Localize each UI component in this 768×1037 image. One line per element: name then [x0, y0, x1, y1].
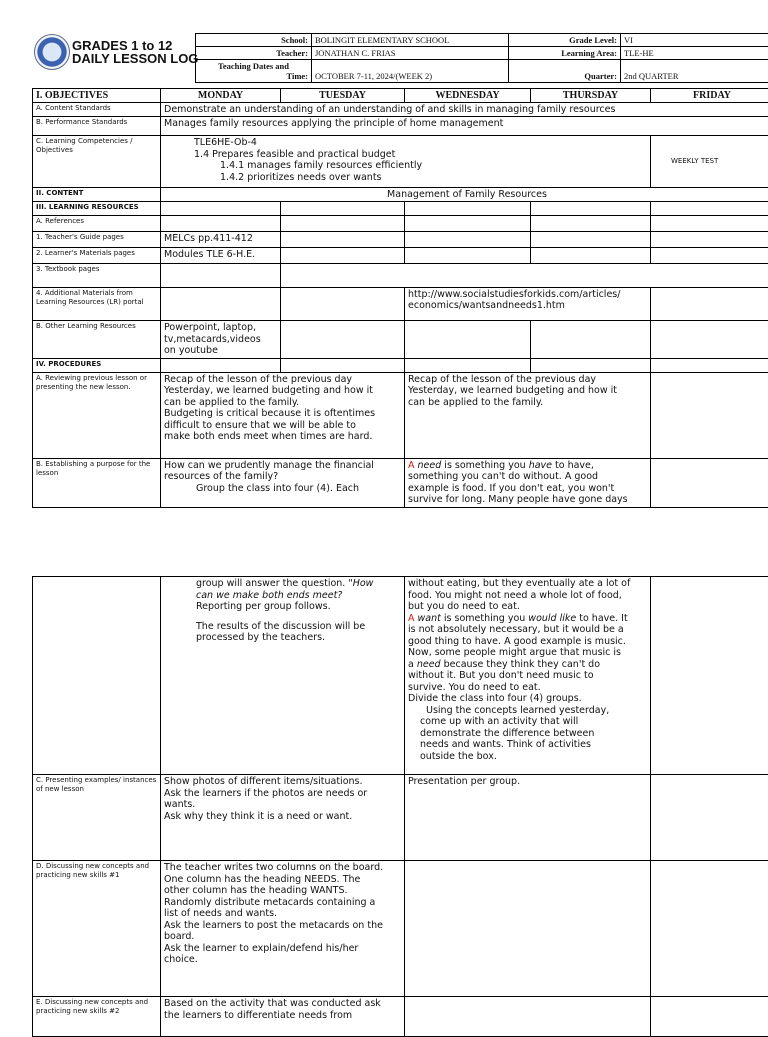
cell: [651, 458, 768, 507]
quarter-value: 2nd QUARTER: [621, 60, 768, 83]
procedure-a-label: A. Reviewing previous lesson or presenting the new lesson.: [33, 372, 161, 458]
text-line: The teacher writes two columns on the board.: [164, 862, 401, 874]
deped-seal-logo: [34, 34, 70, 70]
competency-1: 1.4 Prepares feasible and practical budget: [164, 149, 647, 161]
red-a: A: [408, 613, 415, 624]
other-resources-line: tv,metacards,videos: [164, 334, 277, 346]
cell: [405, 861, 651, 997]
dates-label: [196, 60, 312, 83]
text: because they think they can't do: [441, 659, 600, 670]
text-line: Ask why they think it is a need or want.: [164, 811, 401, 823]
question-text: How: [353, 578, 374, 589]
text-line: choice.: [164, 954, 401, 966]
text-line: Now, some people might argue that music is: [408, 647, 647, 659]
text-line: food. You might not need a whole lot of food,: [408, 590, 647, 602]
cell: [405, 232, 531, 248]
other-resources-line: on youtube: [164, 345, 277, 357]
learning-area-value: TLE-HE: [621, 47, 768, 60]
cell: [281, 264, 768, 288]
other-resources-label: B. Other Learning Resources: [33, 321, 161, 359]
text-line: but you do need to eat.: [408, 601, 647, 613]
procedure-d-label: D. Discussing new concepts and practicing new skills #1: [33, 861, 161, 997]
content-section-label: II. CONTENT: [33, 188, 161, 202]
text-line: example is food. If you don't eat, you won't: [408, 483, 647, 495]
text-line: Based on the activity that was conducted ask: [164, 998, 401, 1010]
procedure-b-wednesday-continued: [405, 577, 651, 775]
learning-competencies-label: C. Learning Competencies / Objectives: [33, 136, 161, 188]
question-text: can we make both ends meet?: [196, 590, 342, 601]
text: is something you: [441, 460, 528, 471]
cell: [281, 288, 405, 321]
cell: [651, 202, 768, 216]
text-line: survive. You do need to eat.: [408, 682, 647, 694]
text-line: resources of the family?: [164, 471, 401, 483]
cell: [281, 321, 405, 359]
cell: [651, 861, 768, 997]
cell: [651, 232, 768, 248]
cell: [531, 216, 651, 232]
cell: [531, 232, 651, 248]
red-a: A: [408, 460, 415, 471]
other-resources-line: Powerpoint, laptop,: [164, 322, 277, 334]
references-label: A. References: [33, 216, 161, 232]
text-line: something you can't do without. A good: [408, 471, 647, 483]
text-line: survive for long. Many people have gone days: [408, 494, 647, 506]
cell: [161, 358, 281, 372]
additional-materials-label: 4. Additional Materials from Learning Resources (LR) portal: [33, 288, 161, 321]
dates-value: OCTOBER 7-11, 2024/(WEEK 2): [312, 60, 509, 83]
objectives-heading: I. OBJECTIVES: [33, 89, 161, 103]
procedure-c-monday: [161, 775, 405, 861]
cell: [651, 321, 768, 359]
content-standards-label: A. Content Standards: [33, 103, 161, 117]
cell: [161, 216, 281, 232]
cell: [161, 288, 281, 321]
grade-value: VI: [621, 34, 768, 47]
text-line: can be applied to the family.: [164, 397, 401, 409]
quarter-label: Quarter:: [509, 60, 621, 83]
cell: [281, 232, 405, 248]
cell: [405, 248, 531, 264]
procedure-e-label: E. Discussing new concepts and practicing new skills #2: [33, 997, 161, 1037]
text-line: outside the box.: [408, 751, 647, 763]
cell: [651, 288, 768, 321]
text-line: One column has the heading NEEDS. The: [164, 874, 401, 886]
text-line: processed by the teachers.: [164, 632, 401, 644]
would-like-word: would like: [528, 613, 576, 624]
dll-title-line1: GRADES 1 to 12: [72, 38, 172, 53]
text-line: can be applied to the family.: [408, 397, 647, 409]
procedure-b-label: B. Establishing a purpose for the lesson: [33, 458, 161, 507]
text-line: without eating, but they eventually ate a lot of: [408, 578, 647, 590]
text-line: [408, 613, 647, 625]
cell: [405, 358, 531, 372]
text-line: Group the class into four (4). Each: [164, 483, 401, 495]
teacher-value: JONATHAN C. FRIAS: [312, 47, 509, 60]
text-line: Randomly distribute metacards containing a: [164, 897, 401, 909]
procedure-b-monday: [161, 458, 405, 507]
learning-competencies-value: [161, 136, 651, 188]
teachers-guide-value: MELCs pp.411-412: [161, 232, 281, 248]
content-standards-value: Demonstrate an understanding of an understanding of and skills in managing family resources: [161, 103, 768, 117]
text-line: the learners to differentiate needs from: [164, 1010, 401, 1022]
learning-area-label: Learning Area:: [509, 47, 621, 60]
lesson-log-table: [32, 88, 768, 508]
cell: [651, 248, 768, 264]
text: to have. It: [576, 613, 627, 624]
text: group will answer the question. ": [196, 578, 353, 589]
textbook-pages-label: 3. Textbook pages: [33, 264, 161, 288]
text-line: The results of the discussion will be: [164, 621, 401, 633]
text-line: [408, 659, 647, 671]
cell: [531, 358, 651, 372]
cell: [405, 216, 531, 232]
competency-code: TLE6HE-Ob-4: [164, 137, 647, 149]
procedure-a-wednesday: [405, 372, 651, 458]
text-line: Divide the class into four (4) groups.: [408, 693, 647, 705]
text-line: Yesterday, we learned budgeting and how it: [164, 385, 401, 397]
other-resources-value: [161, 321, 281, 359]
text-line: Ask the learner to explain/defend his/her: [164, 943, 401, 955]
cell: [651, 577, 768, 775]
content-section-value: Management of Family Resources: [161, 188, 768, 202]
text-line: Recap of the lesson of the previous day: [164, 374, 401, 386]
school-label: School:: [196, 34, 312, 47]
cell: [651, 775, 768, 861]
procedure-c-wednesday: Presentation per group.: [405, 775, 651, 861]
cell: [161, 202, 281, 216]
text-line: Ask the learners if the photos are needs or: [164, 788, 401, 800]
text-line: Using the concepts learned yesterday,: [408, 705, 647, 717]
monday-heading: MONDAY: [161, 89, 281, 103]
additional-materials-link[interactable]: http://www.socialstudiesforkids.com/articles/ economics/wantsandneeds1.htm: [405, 288, 651, 321]
want-word: want: [418, 613, 441, 624]
text-line: Yesterday, we learned budgeting and how it: [408, 385, 647, 397]
text-line: difficult to ensure that we will be able to: [164, 420, 401, 432]
grade-label: Grade Level:: [509, 34, 621, 47]
performance-standards-value: Manages family resources applying the principle of home management: [161, 117, 768, 136]
dll-title-line2: DAILY LESSON LOG: [72, 51, 198, 66]
text-line: Show photos of different items/situations.: [164, 776, 401, 788]
competency-2: 1.4.1 manages family resources efficiently: [164, 160, 647, 172]
cell: [281, 216, 405, 232]
cell: [651, 372, 768, 458]
text-line: [164, 578, 401, 590]
need-word: need: [417, 659, 441, 670]
cell: [651, 216, 768, 232]
teacher-label: Teacher:: [196, 47, 312, 60]
header-info-table: [195, 33, 768, 83]
procedure-a-monday: [161, 372, 405, 458]
text-line: is not absolutely necessary, but it would be a: [408, 624, 647, 636]
cell: [405, 321, 531, 359]
cell: [33, 577, 161, 775]
procedures-label: IV. PROCEDURES: [33, 358, 161, 372]
text: a: [408, 659, 417, 670]
lesson-log-table-continued: [32, 576, 768, 1037]
text-line: Reporting per group follows.: [164, 601, 401, 613]
text: is something you: [441, 613, 528, 624]
cell: [161, 264, 281, 288]
text-line: How can we prudently manage the financial: [164, 460, 401, 472]
cell: [531, 248, 651, 264]
text-line: Budgeting is critical because it is oftentimes: [164, 408, 401, 420]
cell: [405, 997, 651, 1037]
text-line: good thing to have. A good example is music.: [408, 636, 647, 648]
teachers-guide-label: 1. Teacher's Guide pages: [33, 232, 161, 248]
procedure-c-label: C. Presenting examples/ instances of new lesson: [33, 775, 161, 861]
have-word: have: [529, 460, 552, 471]
text-line: Recap of the lesson of the previous day: [408, 374, 647, 386]
procedure-e-monday: [161, 997, 405, 1037]
text-line: demonstrate the difference between: [408, 728, 647, 740]
text-line: make both ends meet when times are hard.: [164, 431, 401, 443]
text-line: [164, 590, 401, 602]
cell: [531, 202, 651, 216]
cell: [651, 358, 768, 372]
dates-label-line2: Time:: [199, 71, 308, 81]
tuesday-heading: TUESDAY: [281, 89, 405, 103]
procedure-d-monday: [161, 861, 405, 997]
learning-resources-label: III. LEARNING RESOURCES: [33, 202, 161, 216]
text-line: list of needs and wants.: [164, 908, 401, 920]
text-line: other column has the heading WANTS.: [164, 885, 401, 897]
text-line: Ask the learners to post the metacards on the: [164, 920, 401, 932]
competency-3: 1.4.2 prioritizes needs over wants: [164, 172, 647, 184]
cell: [651, 997, 768, 1037]
cell: [405, 202, 531, 216]
text-line: without it. But you don't need music to: [408, 670, 647, 682]
text-line: board.: [164, 931, 401, 943]
procedure-b-monday-continued: [161, 577, 405, 775]
learners-materials-label: 2. Learner's Materials pages: [33, 248, 161, 264]
learners-materials-value: Modules TLE 6-H.E.: [161, 248, 281, 264]
school-value: BOLINGIT ELEMENTARY SCHOOL: [312, 34, 509, 47]
text-line: [408, 460, 647, 472]
dates-label-line1: Teaching Dates and: [199, 61, 308, 71]
cell: [281, 248, 405, 264]
cell: [531, 321, 651, 359]
text-line: come up with an activity that will: [408, 716, 647, 728]
cell: [281, 358, 405, 372]
performance-standards-label: B. Performance Standards: [33, 117, 161, 136]
thursday-heading: THURSDAY: [531, 89, 651, 103]
procedure-b-wednesday: [405, 458, 651, 507]
wednesday-heading: WEDNESDAY: [405, 89, 531, 103]
need-word: need: [418, 460, 442, 471]
cell: [281, 202, 405, 216]
text-line: wants.: [164, 799, 401, 811]
friday-heading: FRIDAY: [651, 89, 768, 103]
text: to have,: [552, 460, 594, 471]
friday-weekly-test: WEEKLY TEST: [651, 136, 768, 188]
text-line: needs and wants. Think of activities: [408, 739, 647, 751]
